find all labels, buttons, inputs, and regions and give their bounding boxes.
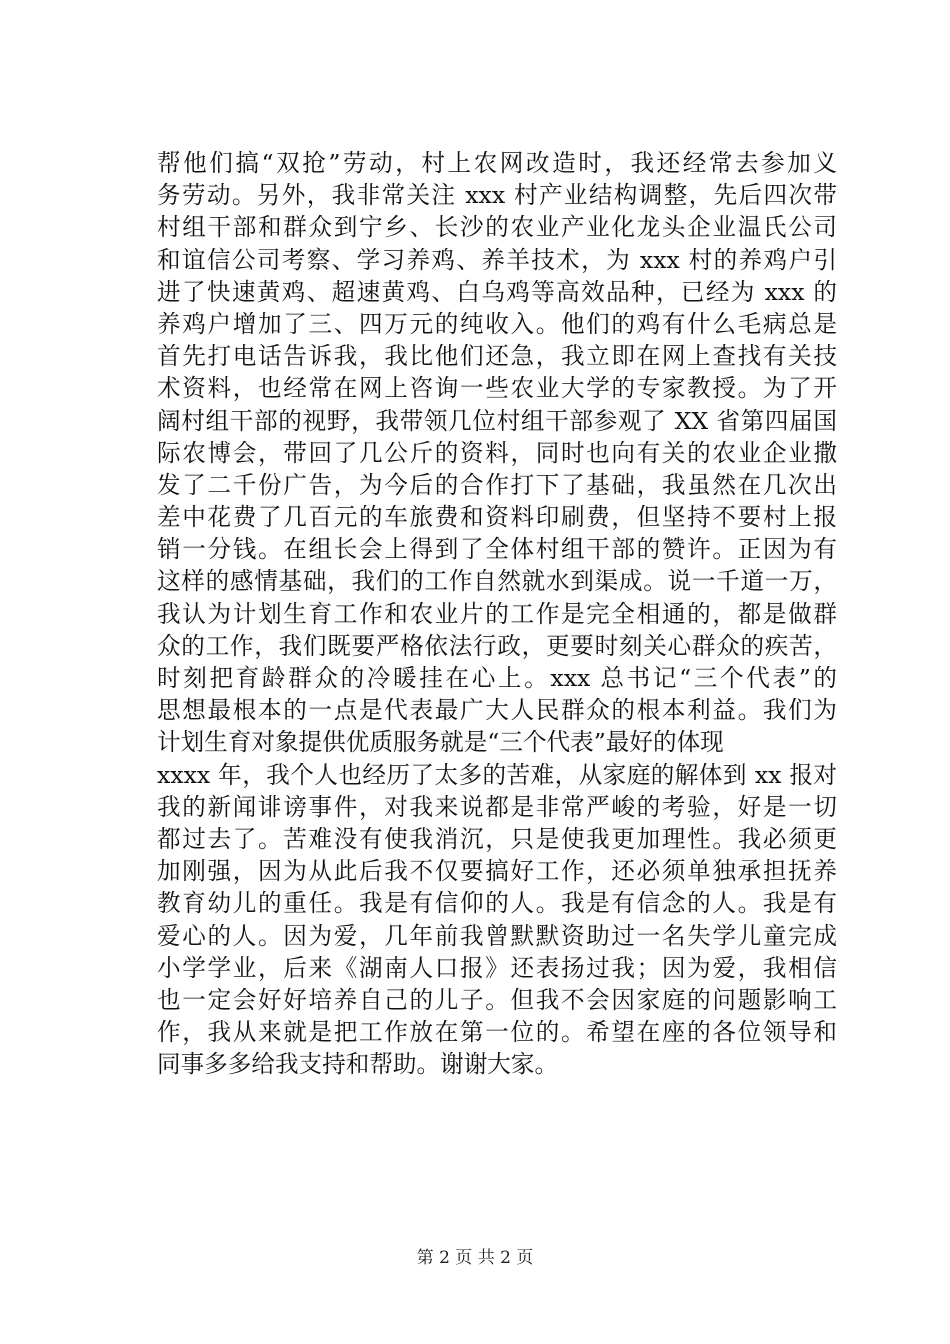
text-line: 时刻把育龄群众的冷暖挂在心上。xxx 总书记“三个代表”的 bbox=[157, 664, 837, 692]
text-line: 发了二千份广告，为今后的合作打下了基础，我虽然在几次出 bbox=[157, 470, 837, 499]
text-line: 首先打电话告诉我，我比他们还急，我立即在网上查找有关技 bbox=[157, 342, 837, 371]
text-line: 帮他们搞“双抢”劳动，村上农网改造时，我还经常去参加义 bbox=[157, 149, 837, 177]
text-line: 差中花费了几百元的车旅费和资料印刷费，但坚持不要村上报 bbox=[157, 503, 837, 532]
text-line: 进了快速黄鸡、超速黄鸡、白乌鸡等高效品种，已经为 xxx 的 bbox=[157, 277, 837, 306]
text-line: 术资料，也经常在网上咨询一些农业大学的专家教授。为了开 bbox=[157, 374, 837, 403]
text-line: 计划生育对象提供优质服务就是“三个代表”最好的体现 bbox=[157, 728, 724, 757]
text-line: xxxx 年，我个人也经历了太多的苦难，从家庭的解体到 xx 报对 bbox=[157, 760, 837, 789]
text-line: 养鸡户增加了三、四万元的纯收入。他们的鸡有什么毛病总是 bbox=[157, 309, 837, 338]
text-line: 思想最根本的一点是代表最广大人民群众的根本利益。我们为 bbox=[157, 696, 837, 725]
text-line: 都过去了。苦难没有使我消沉，只是使我更加理性。我必须更 bbox=[157, 824, 837, 853]
text-line: 众的工作，我们既要严格依法行政，更要时刻关心群众的疾苦， bbox=[157, 631, 837, 660]
text-line: 务劳动。另外，我非常关注 xxx 村产业结构调整，先后四次带 bbox=[157, 181, 837, 210]
text-line: 和谊信公司考察、学习养鸡、养羊技术，为 xxx 村的养鸡户引 bbox=[157, 245, 837, 274]
page-footer: 第 2 页 共 2 页 bbox=[416, 1248, 534, 1268]
text-line: 作，我从来就是把工作放在第一位的。希望在座的各位领导和 bbox=[157, 1018, 837, 1047]
text-line: 我认为计划生育工作和农业片的工作是完全相通的，都是做群 bbox=[157, 599, 837, 628]
text-line: 小学学业，后来《湖南人口报》还表扬过我；因为爱，我相信 bbox=[157, 953, 837, 982]
text-line: 销一分钱。在组长会上得到了全体村组干部的赞许。正因为有 bbox=[157, 535, 837, 564]
body-paragraph bbox=[157, 147, 837, 1080]
text-line: 爱心的人。因为爱，几年前我曾默默资助过一名失学儿童完成 bbox=[157, 921, 837, 950]
text-line: 同事多多给我支持和帮助。谢谢大家。 bbox=[157, 1050, 559, 1079]
text-line: 际农博会，带回了几公斤的资料，同时也向有关的农业企业撒 bbox=[157, 438, 837, 467]
text-line: 加刚强，因为从此后我不仅要搞好工作，还必须单独承担抚养 bbox=[157, 857, 837, 886]
text-line: 这样的感情基础，我们的工作自然就水到渠成。说一千道一万， bbox=[157, 567, 837, 596]
text-line: 也一定会好好培养自己的儿子。但我不会因家庭的问题影响工 bbox=[157, 985, 837, 1014]
text-line: 教育幼儿的重任。我是有信仰的人。我是有信念的人。我是有 bbox=[157, 889, 837, 918]
text-line: 村组干部和群众到宁乡、长沙的农业产业化龙头企业温氏公司 bbox=[157, 213, 837, 242]
text-line: 我的新闻诽谤事件，对我来说都是非常严峻的考验，好是一切 bbox=[157, 792, 837, 821]
text-line: 阔村组干部的视野，我带领几位村组干部参观了 XX 省第四届国 bbox=[157, 406, 837, 435]
